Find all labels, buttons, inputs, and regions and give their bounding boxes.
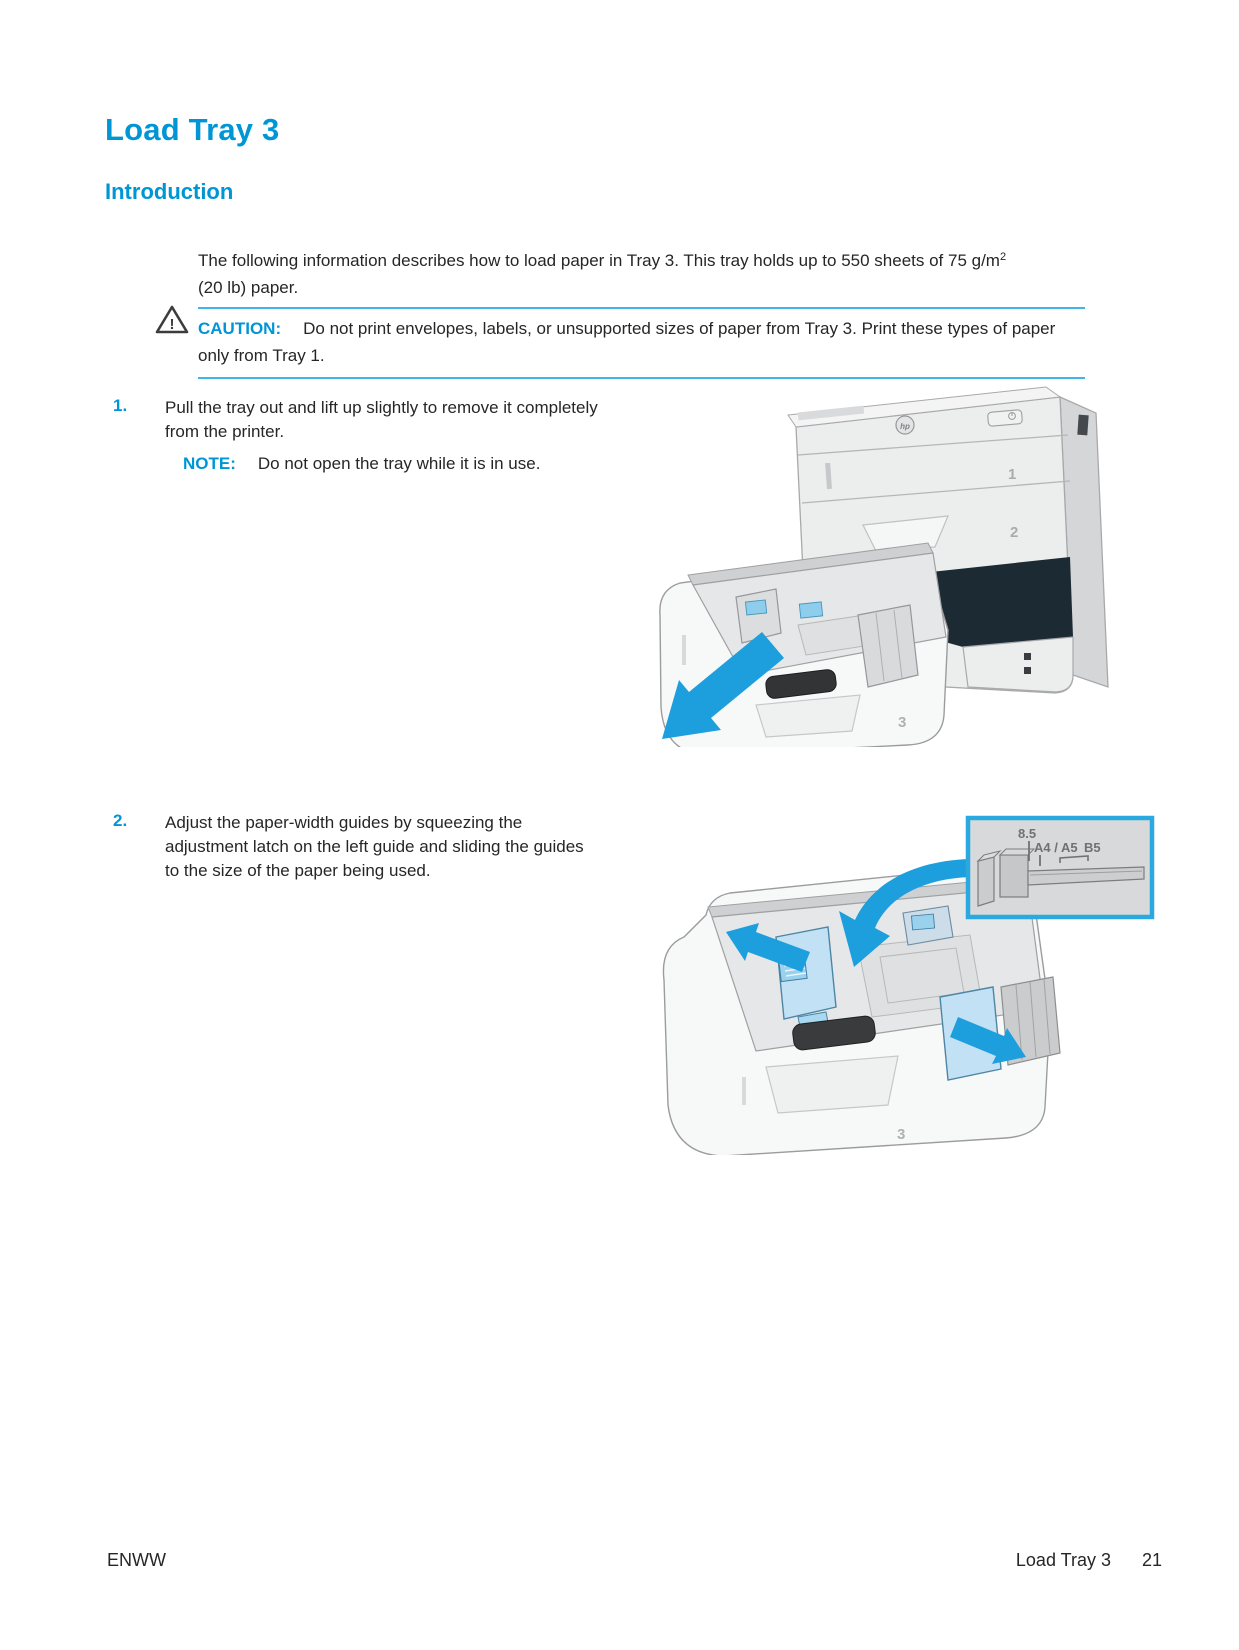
note-label: NOTE: bbox=[183, 454, 236, 473]
intro-text-line2: (20 lb) paper. bbox=[198, 278, 299, 297]
length-guide-latch bbox=[799, 602, 822, 618]
tray2-label: 2 bbox=[1010, 524, 1019, 541]
side-port bbox=[1077, 415, 1088, 436]
caution-block bbox=[198, 307, 1085, 379]
inset-latch bbox=[1000, 855, 1028, 897]
inset-size-letter: 8.5 bbox=[1018, 826, 1037, 841]
hp-logo bbox=[896, 416, 914, 434]
step-1-note bbox=[183, 452, 623, 476]
intro-text: The following information describes how to load paper in Tray 3. This tray holds up to 550 sheets of 75 g/m bbox=[198, 251, 1000, 270]
warning-triangle-icon bbox=[154, 303, 190, 337]
tray1-label: 1 bbox=[1008, 466, 1017, 483]
power-button bbox=[987, 410, 1022, 427]
guide-scale-inset bbox=[968, 818, 1152, 917]
step-1-text: Pull the tray out and lift up slightly to remove it completely from the printer. bbox=[165, 398, 598, 441]
inset-size-a4-a5: A4 / A5 bbox=[1034, 840, 1078, 855]
caution-text: Do not print envelopes, labels, or unsupported sizes of paper from Tray 3. Print these types of paper only from Tray 1. bbox=[198, 319, 1056, 365]
step-2-number: 2. bbox=[113, 811, 128, 830]
footer-page-number: 21 bbox=[1141, 1550, 1162, 1570]
right-paper-guide bbox=[858, 605, 918, 687]
intro-superscript: 2 bbox=[999, 251, 1007, 263]
footer-page-info bbox=[1016, 1550, 1162, 1571]
section-heading: Introduction bbox=[105, 179, 234, 204]
svg-text:hp: hp bbox=[900, 422, 910, 431]
step-1-number: 1. bbox=[113, 396, 128, 415]
footer-section-title: Load Tray 3 bbox=[1015, 1550, 1111, 1570]
tray3-label: 3 bbox=[898, 714, 907, 731]
step-2-text: Adjust the paper-width guides by squeezing the adjustment latch on the left guide and sliding the guides to the size of the paper being used. bbox=[165, 813, 584, 880]
caution-label: CAUTION: bbox=[198, 319, 282, 338]
inset-size-b5: B5 bbox=[1084, 840, 1101, 855]
tray3-label: 3 bbox=[897, 1126, 906, 1143]
warning-exclamation: ! bbox=[169, 316, 175, 333]
figure-printer-tray-removal bbox=[648, 375, 1110, 747]
figure-guide-adjustment bbox=[648, 765, 1160, 1155]
footer-region-code: ENWW bbox=[107, 1550, 166, 1570]
page-title: Load Tray 3 bbox=[105, 112, 280, 147]
note-text: Do not open the tray while it is in use. bbox=[257, 454, 541, 473]
intro-paragraph bbox=[198, 244, 1088, 301]
